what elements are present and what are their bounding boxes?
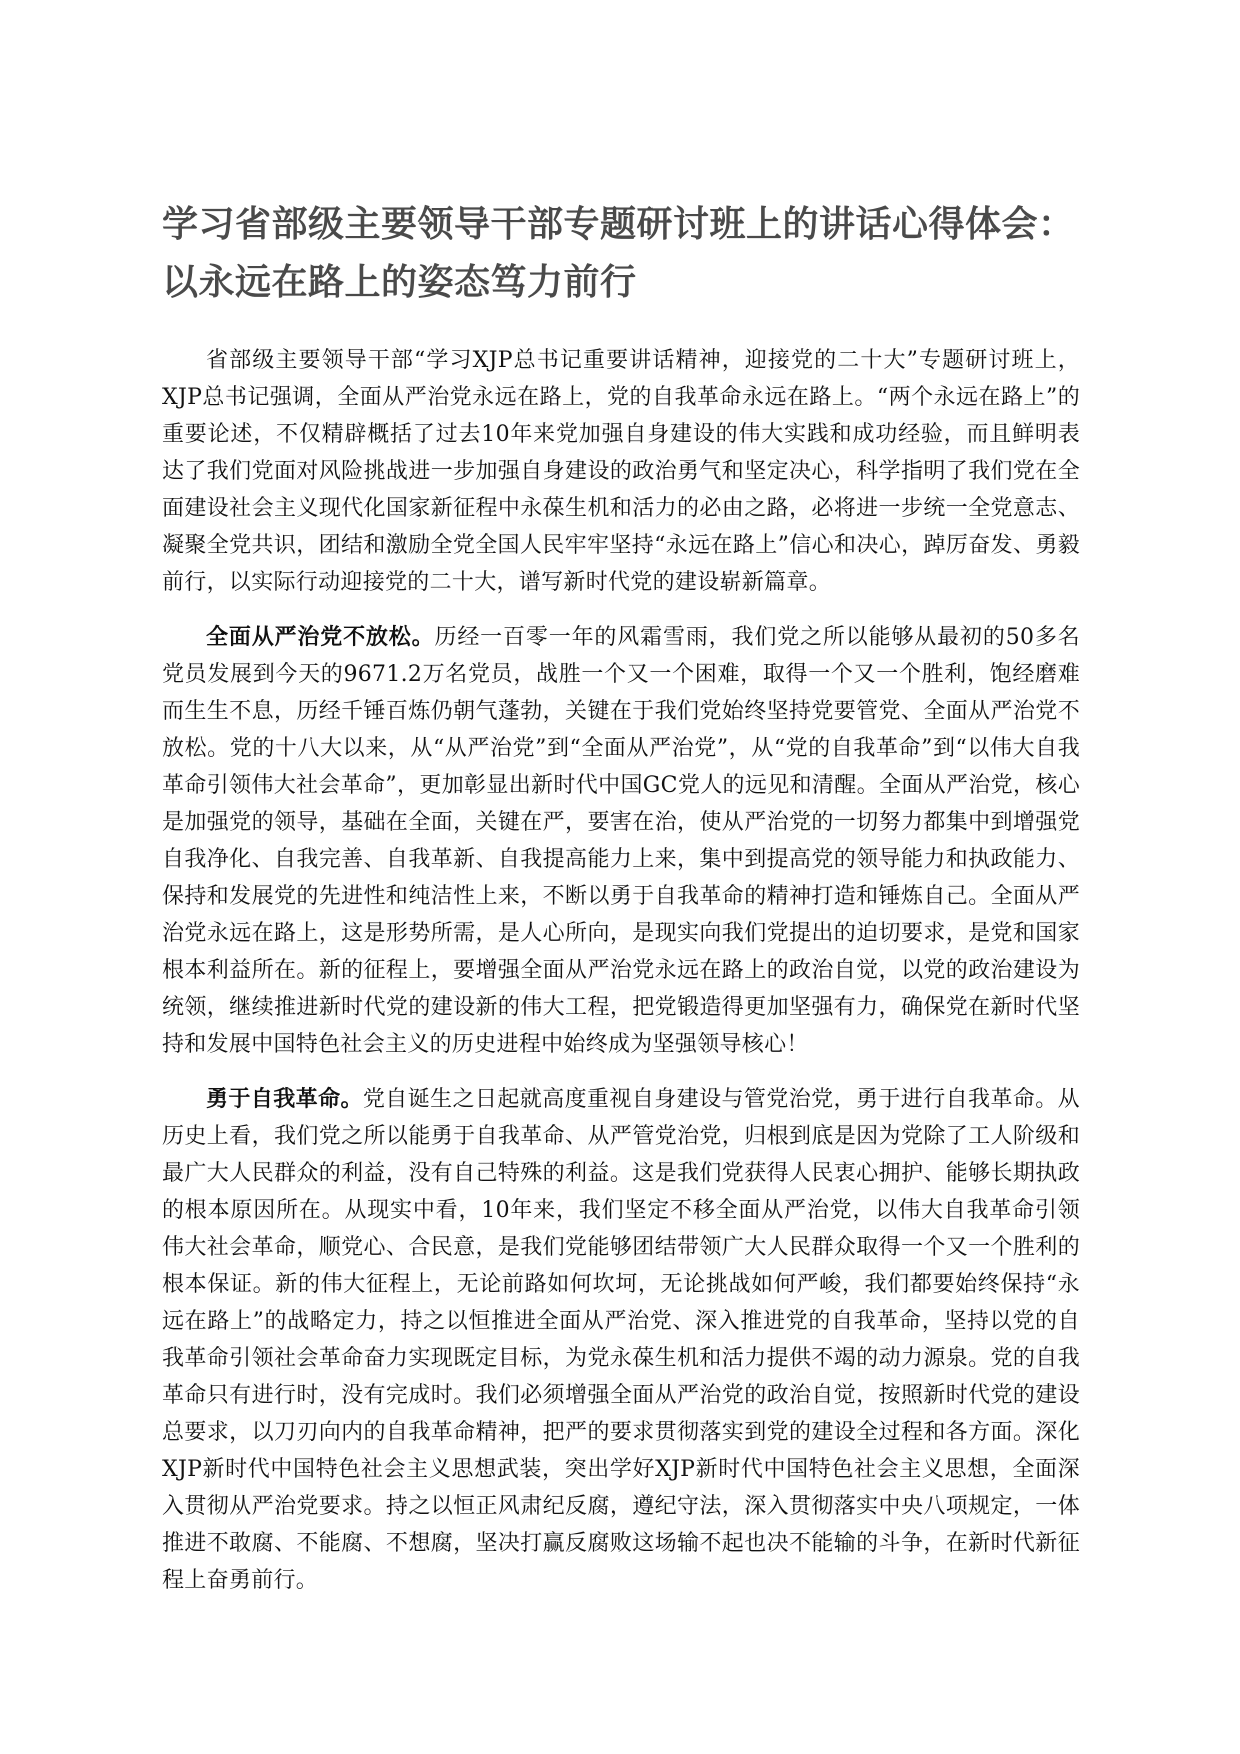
title-line-2: 以永远在路上的姿态笃力前行: [162, 262, 637, 303]
title-line-1: 学习省部级主要领导干部专题研讨班上的讲话心得体会：: [162, 204, 1075, 245]
section-1-paragraph: [162, 619, 1080, 1063]
intro-paragraph: 省部级主要领导干部“学习XJP总书记重要讲话精神，迎接党的二十大”专题研讨班上，XJP总书记强调，全面从严治党永远在路上，党的自我革命永远在路上。“两个永远在路上”的重要论述，不仅精辟概括了过去10年来党加强自身建设的伟大实践和成功经验，而且鲜明表达了我们党面对风险挑战进一步加强自身建设的政治勇气和坚定决心，科学指明了我们党在全面建设社会主义现代化国家新征程中永葆生机和活力的必由之路，必将进一步统一全党意志、凝聚全党共识，团结和激励全党全国人民牢牢坚持“永远在路上”信心和决心，踔厉奋发、勇毅前行，以实际行动迎接党的二十大，谱写新时代党的建设崭新篇章。: [162, 348, 1080, 595]
document-title: [162, 196, 1080, 312]
section-2-body: 党自诞生之日起就高度重视自身建设与管党治党，勇于进行自我革命。从历史上看，我们党之所以能勇于自我革命、从严管党治党，归根到底是因为党除了工人阶级和最广大人民群众的利益，没有自己特殊的利益。这是我们党获得人民衷心拥护、能够长期执政的根本原因所在。从现实中看，10年来，我们坚定不移全面从严治党，以伟大自我革命引领伟大社会革命，顺党心、合民意，是我们党能够团结带领广大人民群众取得一个又一个胜利的根本保证。新的伟大征程上，无论前路如何坎坷，无论挑战如何严峻，我们都要始终保持“永远在路上”的战略定力，持之以恒推进全面从严治党、深入推进党的自我革命，坚持以党的自我革命引领社会革命奋力实现既定目标，为党永葆生机和活力提供不竭的动力源泉。党的自我革命只有进行时，没有完成时。我们必须增强全面从严治党的政治自觉，按照新时代党的建设总要求，以刀刃向内的自我革命精神，把严的要求贯彻落实到党的建设全过程和各方面。深化XJP新时代中国特色社会主义思想武装，突出学好XJP新时代中国特色社会主义思想，全面深入贯彻从严治党要求。持之以恒正风肃纪反腐，遵纪守法，深入贯彻落实中央八项规定，一体推进不敢腐、不能腐、不想腐，坚决打赢反腐败这场输不起也决不能输的斗争，在新时代新征程上奋勇前行。: [162, 1087, 1080, 1593]
section-2-lead: 勇于自我革命。: [206, 1087, 363, 1112]
document-content: [162, 196, 1080, 1617]
section-1-lead: 全面从严治党不放松。: [206, 625, 435, 650]
section-2-paragraph: [162, 1081, 1080, 1599]
section-1-body: 历经一百零一年的风霜雪雨，我们党之所以能够从最初的50多名党员发展到今天的9671.2万名党员，战胜一个又一个困难，取得一个又一个胜利，饱经磨难而生生不息，历经千锤百炼仍朝气蓬勃，关键在于我们党始终坚持党要管党、全面从严治党不放松。党的十八大以来，从“从严治党”到“全面从严治党”，从“党的自我革命”到“以伟大自我革命引领伟大社会革命”，更加彰显出新时代中国GC党人的远见和清醒。全面从严治党，核心是加强党的领导，基础在全面，关键在严，要害在治，使从严治党的一切努力都集中到增强党自我净化、自我完善、自我革新、自我提高能力上来，集中到提高党的领导能力和执政能力、保持和发展党的先进性和纯洁性上来，不断以勇于自我革命的精神打造和锤炼自己。全面从严治党永远在路上，这是形势所需，是人心所向，是现实向我们党提出的迫切要求，是党和国家根本利益所在。新的征程上，要增强全面从严治党永远在路上的政治自觉，以党的政治建设为统领，继续推进新时代党的建设新的伟大工程，把党锻造得更加坚强有力，确保党在新时代坚持和发展中国特色社会主义的历史进程中始终成为坚强领导核心！: [162, 625, 1080, 1057]
